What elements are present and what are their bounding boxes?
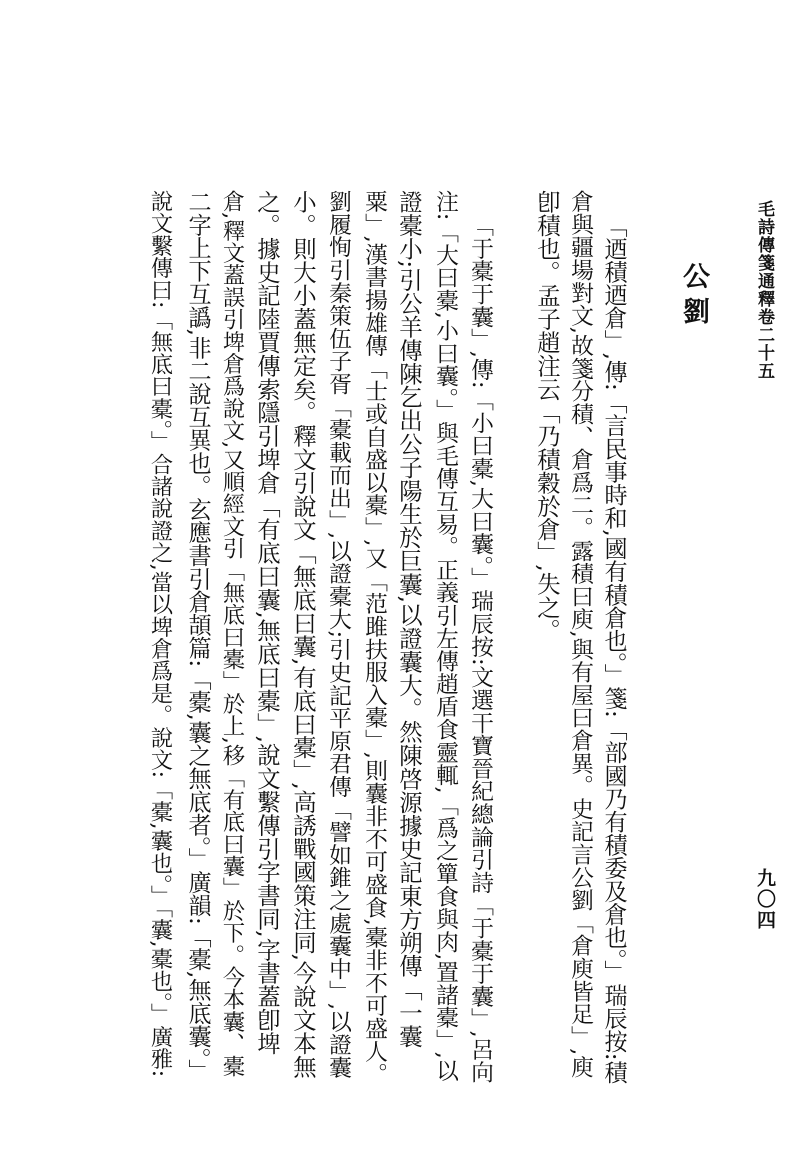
text-line: 「迺積迺倉」,傳:「言民事時和,國有積倉也。」箋:「部國乃有積委及倉也。」瑞辰按:積 — [600, 214, 626, 1084]
text-line: 倉,釋文蓋誤引埤倉爲說文,又順經文引「無底曰橐」於上,移「有底曰囊」於下。今本囊、橐 — [219, 190, 245, 1077]
text-line: 說文繫傳曰:「無底曰橐。」合諸說證之,當以埤倉爲是。說文:「橐,囊也。」「囊,橐也。」廣雅: — [147, 190, 173, 1078]
text-line: 粟」,漢書揚雄傳「士或自盛以橐」,又「范雎扶服入橐」,則囊非不可盛食,橐非不可盛人。 — [361, 190, 387, 1086]
text-line: 劉履恂引秦策伍子胥「橐載而出」,以證橐大;引史記平原君傳「譬如錐之處囊中」,以證囊 — [325, 190, 351, 1079]
running-head: 毛詩傳箋通釋卷二十五 — [754, 200, 774, 380]
text-line: 倉與疆場對文,故箋分積、倉爲二。露積曰庾,與有屋曰倉異。史記言公劉「倉庾皆足」,庾 — [567, 190, 593, 1079]
text-line: 「于橐于囊」,傳:「小曰橐,大曰囊。」瑞辰按:文選干寶晉紀總論引詩「于橐于囊」,呂向 — [467, 214, 493, 1084]
page-number: 九〇四 — [754, 868, 776, 931]
section-title: 公劉 — [678, 262, 709, 332]
text-line: 證橐小;引公羊傳陳乞出公子陽生於巨囊,以證囊大。然陳啓源據史記東方朔傳「一囊 — [395, 190, 423, 1048]
text-line: 之。據史記陸賈傳索隱引埤倉「有底曰囊,無底曰橐」,說文繫傳引字書同,字書蓋卽埤 — [253, 190, 281, 1055]
text-line: 注:「大曰橐,小曰囊。」與毛傳互易。正義引左傳趙盾食靈輒,「爲之簞食與肉,置諸橐」,以 — [432, 190, 458, 1082]
text-line: 二字上下互譌,非二說互異也。玄應書引倉頡篇:「橐,囊之無底者。」廣韻:「橐,無底囊。」 — [184, 190, 210, 1083]
text-line: 小。則大小蓋無定矣。釋文引說文「無底曰囊,有底曰橐」,高誘戰國策注同,今說文本無 — [289, 190, 317, 1079]
text-line: 卽積也。孟子趙注云「乃積穀於倉」,失之。 — [533, 190, 561, 643]
